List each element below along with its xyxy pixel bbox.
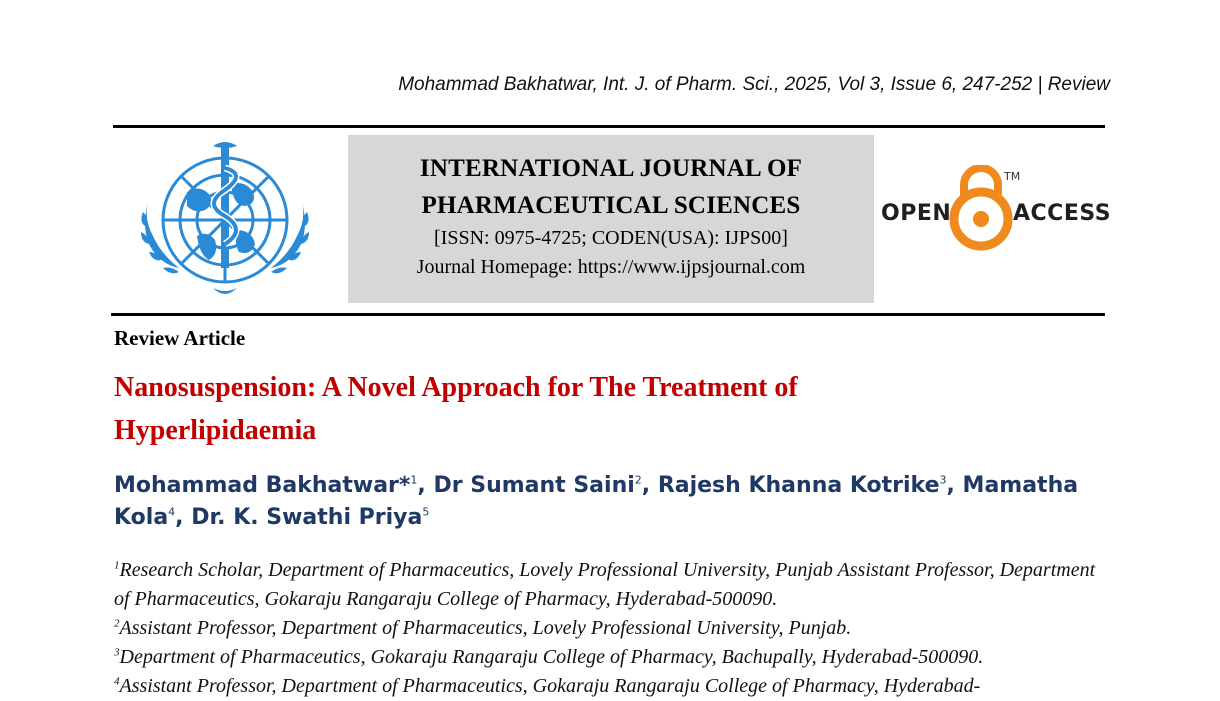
- journal-emblem-logo: [127, 140, 323, 306]
- affiliation-text: Research Scholar, Department of Pharmaceutics, Lovely Professional University, Punjab Assistant Professor, Department of Pharmaceutics, Gokaraju Rangaraju College of Pharmacy, Hyderabad-500090.: [114, 559, 1096, 610]
- trademark-mark: TM: [1004, 170, 1021, 183]
- open-access-open-label: OPEN: [881, 201, 952, 226]
- author-name: Mohammad Bakhatwar*: [114, 473, 411, 498]
- author-name: Dr Sumant Saini: [433, 473, 635, 498]
- journal-name-line-2: PHARMACEUTICAL SCIENCES: [421, 192, 801, 219]
- author-separator: ,: [175, 505, 192, 530]
- header-top-rule: [113, 125, 1105, 128]
- author: [191, 505, 429, 530]
- author-affiliation-number: 4: [168, 505, 176, 519]
- affiliation: [114, 672, 1104, 701]
- author: [433, 473, 657, 498]
- author-name: Dr. K. Swathi Priya: [191, 505, 423, 530]
- affiliation-text: Assistant Professor, Department of Pharmaceutics, Lovely Professional University, Punjab.: [119, 617, 852, 639]
- affiliation-number: 4: [114, 675, 120, 688]
- affiliation: [114, 643, 1104, 672]
- affiliation: [114, 556, 1104, 614]
- author-separator: ,: [417, 473, 434, 498]
- journal-homepage: Journal Homepage: https://www.ijpsjournal.com: [416, 256, 806, 278]
- header-bottom-rule: [111, 313, 1105, 316]
- open-access-access-label: ACCESS: [1013, 201, 1112, 226]
- author-affiliation-number: 5: [422, 505, 430, 519]
- author-separator: ,: [946, 473, 963, 498]
- affiliation-text: Department of Pharmaceutics, Gokaraju Rangaraju College of Pharmacy, Bachupally, Hyderabad-500090.: [119, 646, 984, 668]
- affiliation-number: 1: [114, 559, 120, 572]
- author-name: Mamatha Kola: [114, 473, 1079, 530]
- journal-name: [348, 150, 874, 224]
- author-affiliation-number: 1: [410, 473, 418, 487]
- author-affiliation-number: 2: [634, 473, 642, 487]
- affiliation-text: Assistant Professor, Department of Pharmaceutics, Gokaraju Rangaraju College of Pharmacy, Hyderabad-: [119, 675, 981, 697]
- author-affiliation-number: 3: [939, 473, 947, 487]
- article-type: Review Article: [114, 326, 246, 350]
- article-title-line-1: Nanosuspension: A Novel Approach for The Treatment of: [114, 372, 798, 403]
- author-separator: ,: [641, 473, 658, 498]
- author-list: [114, 470, 1094, 534]
- journal-name-line-1: INTERNATIONAL JOURNAL OF: [419, 155, 803, 182]
- author: [658, 473, 963, 498]
- article-title: [114, 366, 1014, 452]
- author-name: Rajesh Khanna Kotrike: [657, 473, 940, 498]
- journal-issn: [ISSN: 0975-4725; CODEN(USA): IJPS00]: [434, 227, 788, 249]
- article-title-line-2: Hyperlipidaemia: [114, 415, 317, 446]
- affiliation-number: 2: [114, 617, 120, 630]
- journal-info-box: [348, 135, 874, 303]
- running-header: Mohammad Bakhatwar, Int. J. of Pharm. Sci., 2025, Vol 3, Issue 6, 247-252 | Review: [398, 74, 1110, 95]
- affiliation-list: [114, 556, 1104, 701]
- author: [114, 473, 433, 498]
- affiliation-number: 3: [114, 646, 120, 659]
- affiliation: [114, 614, 1104, 643]
